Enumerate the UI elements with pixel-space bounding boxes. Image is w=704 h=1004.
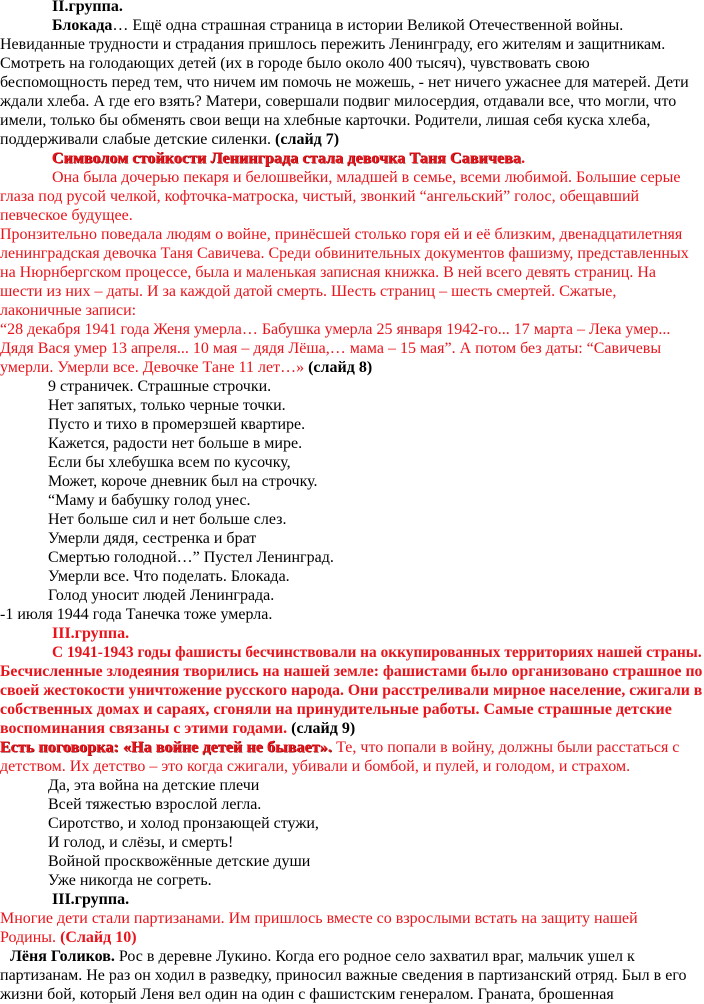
poem-line: Всей тяжестью взрослой легла. (48, 796, 262, 813)
paragraph-line (0, 928, 137, 947)
slide-ref-7: (слайд 7) (275, 131, 340, 148)
paragraph-line: беспомощность перед тем, что ничем им помочь не можешь, - нет ничего ужаснее для матерей. Дети (0, 74, 689, 91)
poem-line: Уже никогда не согреть. (48, 872, 212, 889)
poem-line: “Маму и бабушку голод унес. (48, 492, 251, 509)
poem-line: Если бы хлебушка всем по кусочку, (48, 454, 291, 471)
paragraph-line: -1 июля 1944 года Танечка тоже умерла. (0, 606, 273, 623)
poem-line: Войной просквожённые детские души (48, 853, 311, 870)
paragraph-line (0, 719, 355, 738)
paragraph-line: шести из них – даты. И за каждой датой смерть. Шесть страниц – шесть смертей. Сжатые, (0, 283, 617, 300)
paragraph-line: жизни бой, который Леня вел один на один с фашистским генералом. Граната, брошенная (0, 986, 614, 1003)
paragraph-line: партизанам. Не раз он ходил в разведку, приносил важные сведения в партизанский отряд. Был в его (0, 967, 687, 984)
paragraph-line (52, 16, 623, 35)
paragraph-line: на Нюрнбергском процессе, была и маленькая записная книжка. В ней всего девять страниц. На (0, 264, 657, 281)
paragraph-line: Смотреть на голодающих детей (их в городе было около 400 тысяч), чувствовать свою (0, 55, 590, 72)
paragraph-line: певческое будущее. (0, 207, 133, 224)
paragraph-line: лаконичные записи: (0, 302, 137, 319)
poem-line: Нет больше сил и нет больше слез. (48, 511, 287, 528)
text-span: … Ещё одна страшная страница в истории Великой Отечественной войны. (112, 17, 624, 34)
text-span: Те, что попали в войну, должны были расстаться с (332, 739, 680, 756)
poem-line: 9 страничек. Страшные строчки. (48, 378, 272, 395)
poem-line: Нет запятых, только черные точки. (48, 397, 286, 414)
text-span: . (521, 150, 526, 167)
slide-ref-10: (Слайд 10) (60, 929, 137, 946)
paragraph-line (0, 358, 372, 377)
paragraph-line: Многие дети стали партизанами. Им пришлось вместе со взрослыми встать на защиту нашей (0, 910, 638, 927)
paragraph-line: Бесчисленные злодеяния творились на нашей земле: фашистами было организовано страшное по (0, 663, 703, 680)
text-span: Родины. (0, 929, 61, 946)
poem-line: Да, эта война на детские плечи (48, 777, 260, 794)
paragraph-line (10, 947, 635, 966)
section-heading-3a: III.группа. (52, 625, 130, 642)
text-span: Рос в деревне Лукино. Когда его родное село захватил враг, мальчик ушел к (114, 948, 635, 965)
poem-line: Пусто и тихо в промерзшей квартире. (48, 416, 306, 433)
paragraph-line: своей жестокости уничтожение русского народа. Они расстреливали мирное население, сжигали в (0, 682, 703, 699)
paragraph-line: ждали хлеба. А где его взять? Матери, совершали подвиг милосердия, отдавали все, что могли, что (0, 93, 677, 110)
paragraph-line: глаза под русой челкой, кофточка-матроска, чистый, звонкий “ангельский” голос, обещавший (0, 188, 640, 205)
paragraph-line: С 1941-1943 годы фашисты бесчинствовали на оккупированных территориях нашей страны. (52, 644, 702, 661)
paragraph-line: Дядя Вася умер 13 апреля... 10 мая – дядя Лёша,… мама – 15 мая”. А потом без даты: “Савичевы (0, 340, 662, 357)
text-span: умерли. Умерли все. Девочке Тане 11 лет…» (0, 359, 309, 376)
section-heading-2: II.группа. (52, 0, 123, 15)
poem-line: Кажется, радости нет больше в мире. (48, 435, 303, 452)
lenya-golikov-name: Лёня Голиков. (10, 948, 115, 965)
paragraph-line: ленинградская девочка Таня Савичева. Среди обвинительных документов фашизму, представленных (0, 245, 689, 262)
tanya-title-text: Символом стойкости Ленинграда стала девочка Таня Савичева (52, 150, 522, 167)
slide-ref-8: (слайд 8) (308, 359, 373, 376)
tanya-title (52, 149, 525, 168)
paragraph-line: “28 декабря 1941 года Женя умерла… Бабушка умерла 25 января 1942-го... 17 марта – Лека умер... (0, 321, 671, 338)
paragraph-line: Пронзительно поведала людям о войне, принёсшей столько горя ей и её близким, двенадцатилетняя (0, 226, 683, 243)
poem-line: Сиротство, и холод пронзающей стужи, (48, 815, 319, 832)
slide-ref-9: (слайд 9) (291, 720, 356, 737)
paragraph-line (0, 130, 339, 149)
paragraph-line (0, 738, 679, 757)
section-heading-3b: III.группа. (52, 891, 130, 908)
poem-line: Может, короче дневник был на строчку. (48, 473, 318, 490)
paragraph-line: Она была дочерью пекаря и белошвейки, младшей в семье, всеми любимой. Большие серые (52, 169, 681, 186)
paragraph-line: Невиданные трудности и страдания пришлось пережить Ленинграду, его жителям и защитникам. (0, 36, 666, 53)
poem-line: Смертью голодной…” Пустел Ленинград. (48, 549, 334, 566)
poem-line: Умерли все. Что поделать. Блокада. (48, 568, 290, 585)
text-span: воспоминания связаны с этими годами. (0, 720, 292, 737)
poem-line: Голод уносит людей Ленинграда. (48, 587, 275, 604)
poem-line: И голод, и слёзы, и смерть! (48, 834, 234, 851)
paragraph-line: имели, только бы обменять свои вещи на хлебные карточки. Родители, лишая себя куска хлеба, (0, 112, 651, 129)
text-span: поддерживали слабые детские силенки. (0, 131, 276, 148)
blockade-term: Блокада (52, 17, 113, 34)
paragraph-line: детством. Их детство – это когда сжигали, убивали и бомбой, и пулей, и голодом, и страхом. (0, 758, 631, 775)
paragraph-line: собственных домах и сараях, сгоняли на принудительные работы. Самые страшные детские (0, 701, 672, 718)
proverb: Есть поговорка: «На войне детей не бывает». (0, 739, 333, 756)
poem-line: Умерли дядя, сестренка и брат (48, 530, 257, 547)
